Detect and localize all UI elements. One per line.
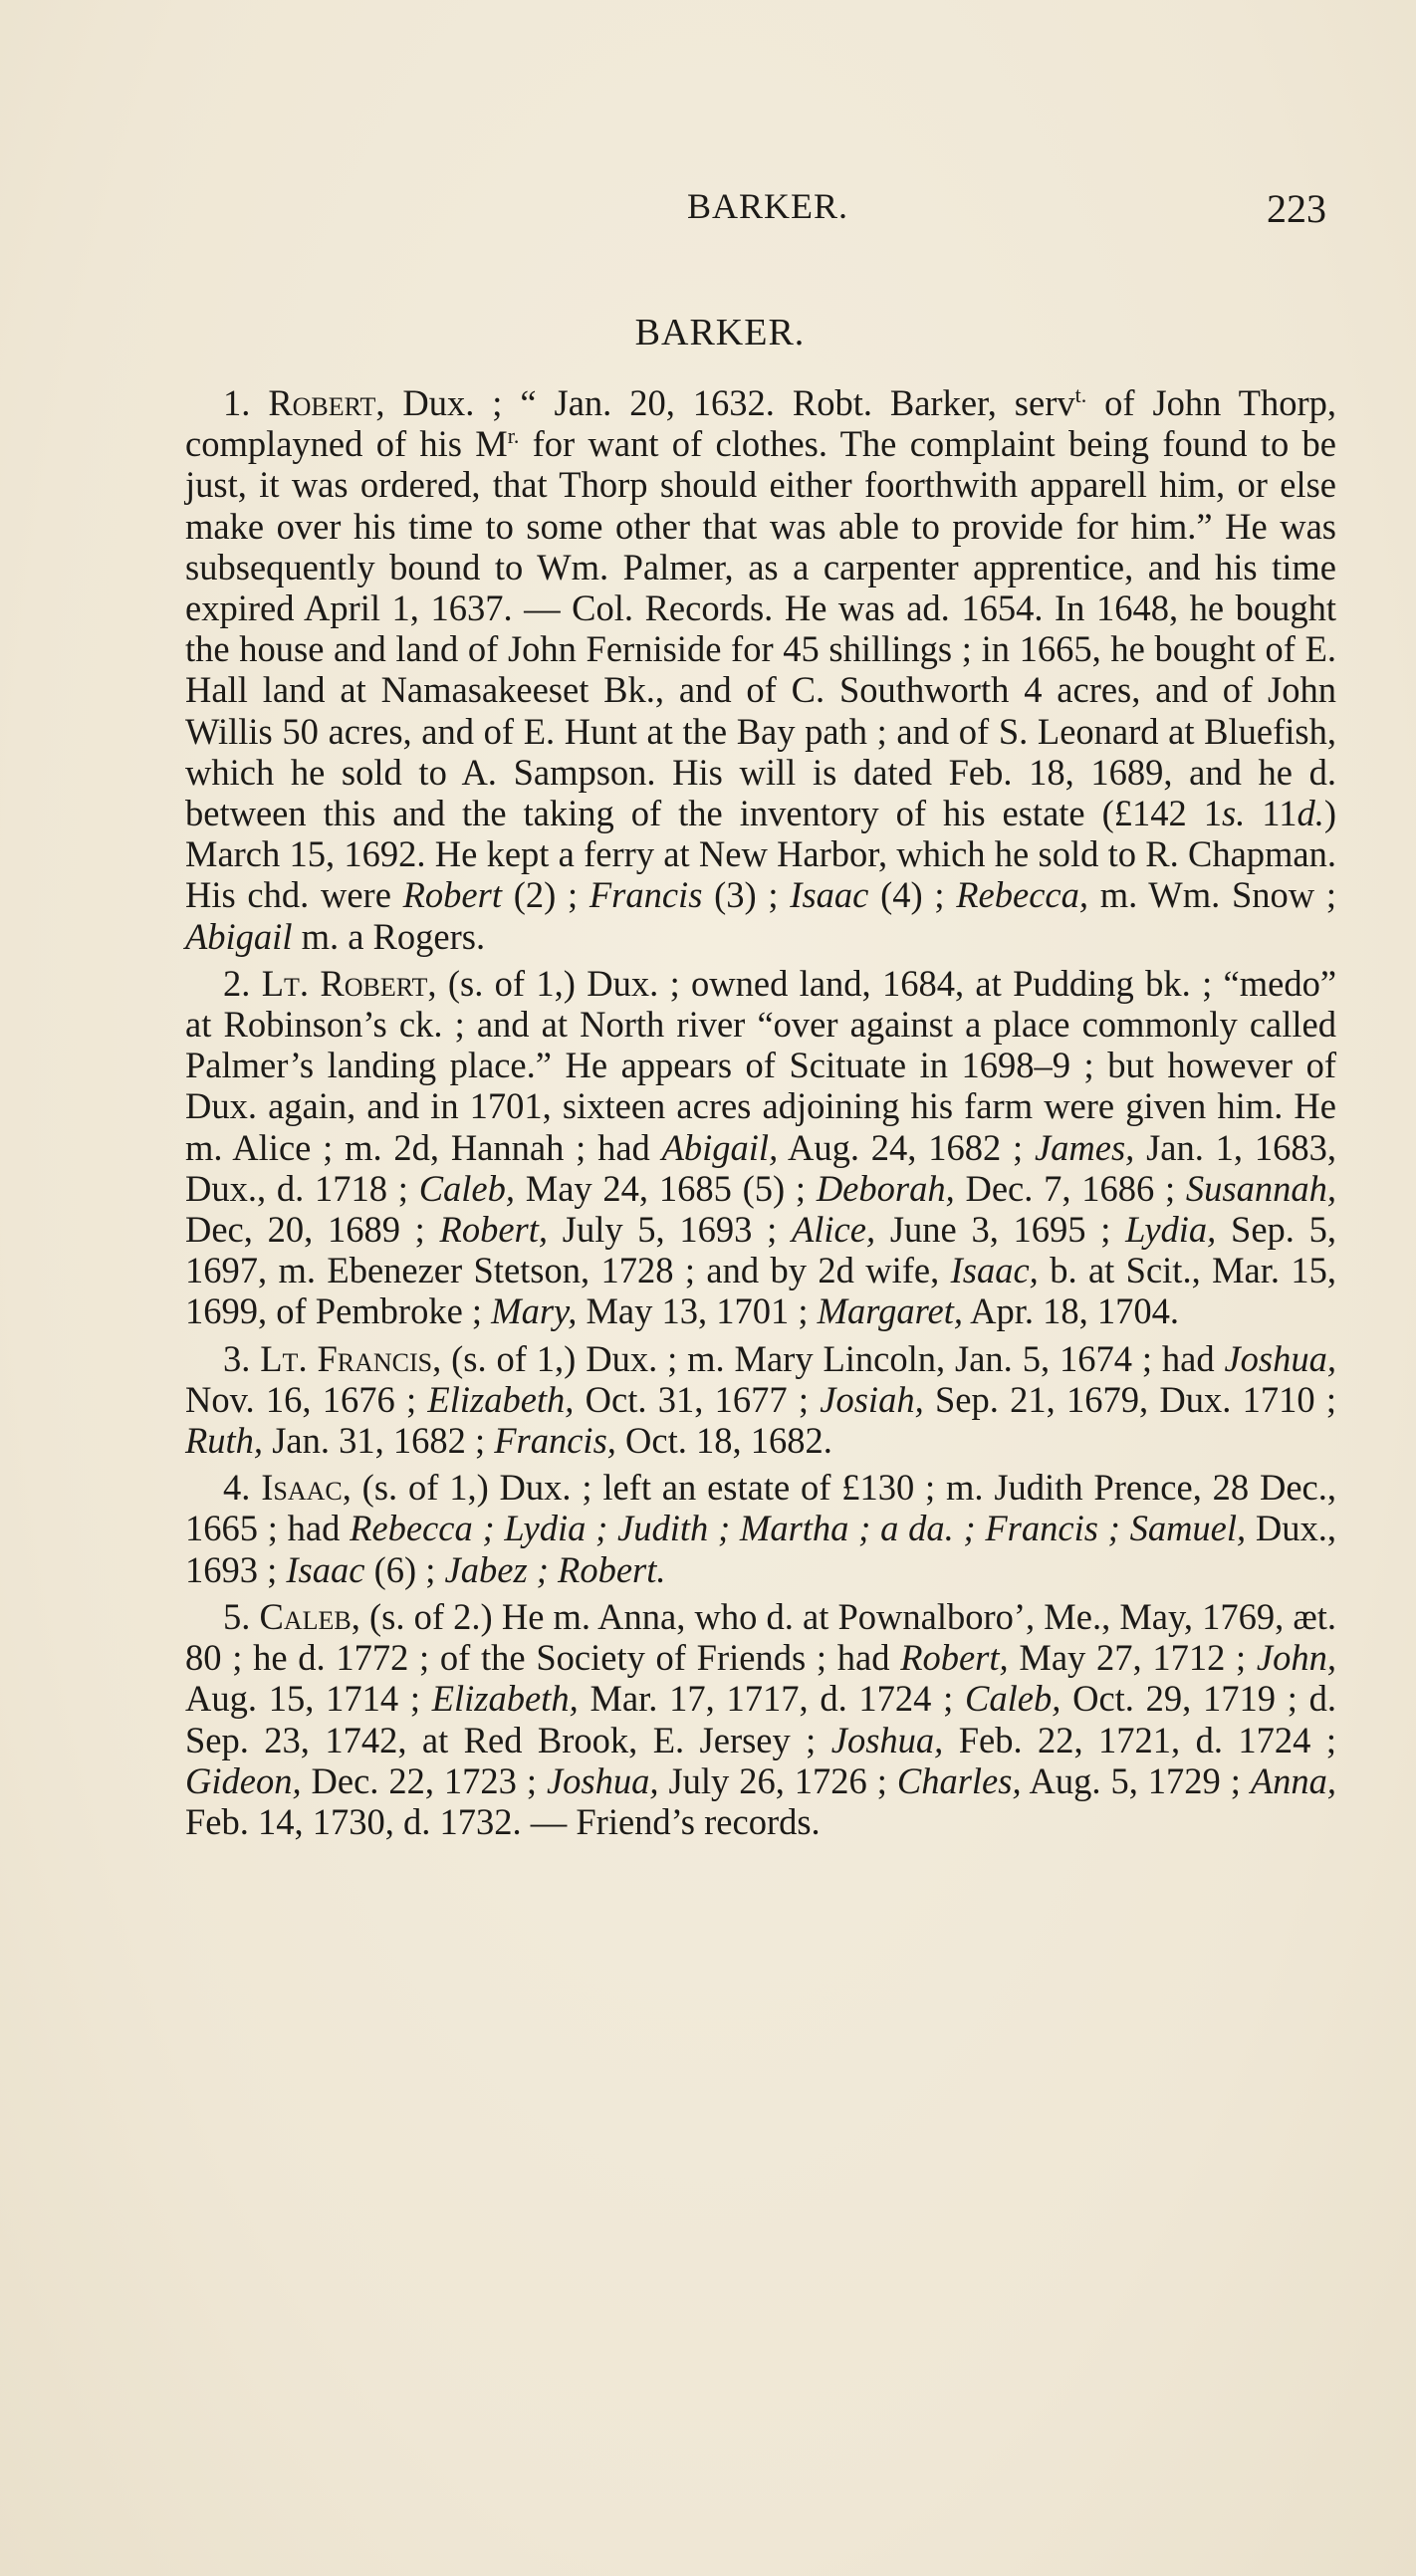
child-name: Elizabeth,	[427, 1378, 575, 1420]
person-name: Caleb	[259, 1595, 352, 1637]
child-name: Francis	[589, 874, 703, 916]
entry-text: July 5, 1693 ;	[548, 1209, 792, 1251]
entry-text: , (s. of 2.) He m. Anna, who d. at Pownalboro’, Me., May, 1769, æt. 80 ; he d. 1772 ; of the Society of Friends ; had	[185, 1595, 1336, 1679]
entry-text: (3) ;	[702, 874, 791, 916]
child-name: Gideon,	[185, 1759, 302, 1801]
entry-number: 2.	[223, 962, 251, 1004]
child-name: Susannah,	[1185, 1167, 1337, 1209]
entry-text: Apr. 18, 1704.	[962, 1290, 1179, 1332]
entry-text: May 24, 1685 (5) ;	[515, 1167, 817, 1209]
entry-text: Dec. 7, 1686 ;	[954, 1167, 1186, 1209]
entry-text: Sep. 21, 1679, Dux. 1710 ;	[923, 1378, 1336, 1420]
entry-number: 1.	[223, 382, 251, 423]
entry-text: Jan. 1, 1683, Dux., d. 1718 ;	[185, 1126, 1336, 1209]
currency-unit: s.	[1221, 793, 1246, 834]
child-name: Margaret,	[817, 1290, 963, 1332]
entry-text: May 13, 1701 ;	[577, 1290, 818, 1332]
currency-unit: d.	[1297, 793, 1324, 834]
child-name: Abigail	[185, 915, 293, 957]
entry-text: , (s. of 1,) Dux. ; left an estate of £130 ; m. Judith Prence, 28 Dec., 1665 ; had	[185, 1467, 1336, 1549]
child-name: Caleb,	[418, 1167, 515, 1209]
superscript: t.	[1074, 381, 1087, 407]
child-name: Isaac,	[950, 1250, 1039, 1291]
child-name: Isaac	[790, 874, 869, 916]
person-title: Lt.	[260, 1337, 308, 1379]
entry-text: Feb. 14, 1730, d. 1732. — Friend’s records.	[185, 1800, 821, 1842]
running-header-title: BARKER.	[687, 186, 849, 226]
genealogy-text	[185, 382, 1336, 1848]
entry-4	[185, 1467, 1336, 1590]
entry-text: July 26, 1726 ;	[658, 1759, 897, 1801]
child-name: Lydia,	[1125, 1209, 1217, 1251]
child-name: Josiah,	[820, 1378, 924, 1420]
section-title: BARKER.	[634, 312, 806, 353]
child-name: Jabez ; Robert.	[444, 1548, 666, 1590]
entry-text: Oct. 31, 1677 ;	[574, 1378, 821, 1420]
entry-text: 11	[1245, 793, 1298, 834]
entry-text: Dec, 20, 1689 ;	[185, 1209, 440, 1251]
entry-text: Aug. 24, 1682 ;	[778, 1126, 1035, 1168]
entry-2	[185, 963, 1336, 1332]
entry-text: (2) ;	[501, 874, 590, 916]
entry-text: , (s. of 1,) Dux. ; owned land, 1684, at Pudding bk. ; “medo” at Robinson’s ck. ; and at North river “over against a place commonly called Palmer’s landing place.” He appears of Scituate in 1698–9 ; but however of Dux. again, and in 1701, sixteen acres adjoining his farm were given him. He m. Alice ; m. 2d, Hannah ; had	[185, 962, 1337, 1168]
entry-text: Dux., 1693 ;	[185, 1508, 1336, 1590]
entry-text: Nov. 16, 1676 ;	[185, 1378, 428, 1420]
person-name: Robert	[320, 962, 428, 1004]
entry-text: b. at Scit., Mar. 15, 1699, of Pembroke ;	[185, 1250, 1337, 1332]
child-name: Joshua,	[830, 1719, 944, 1760]
entry-text: Feb. 22, 1721, d. 1724 ;	[943, 1719, 1336, 1760]
entry-text: Aug. 5, 1729 ;	[1021, 1759, 1251, 1801]
entry-text: for want of clothes. The complaint being found to be just, it was ordered, that Thorp should either foorthwith apparell him, or else make over his time to some other that was able to provide for him.” He was subsequently bound to Wm. Palmer, as a carpenter apprentice, and his time expired April 1, 1637. — Col. Records. He was ad. 1654. In 1648, he bought the house and land of John Ferniside for 45 shillings ; in 1665, he bought of E. Hall land at Namasakeeset Bk., and of C. Southworth 4 acres, and of John Willis 50 acres, and of E. Hunt at the Bay path ; and of S. Leonard at Bluefish, which he sold to A. Sampson. His will is dated Feb. 18, 1689, and he d. between this and the taking of the inventory of his estate (£142 1	[185, 423, 1336, 834]
child-name: Charles,	[896, 1759, 1022, 1801]
child-name: Ruth,	[185, 1420, 264, 1462]
entry-1	[185, 382, 1336, 957]
child-name: John,	[1256, 1637, 1336, 1679]
entry-text: (4) ;	[868, 874, 957, 916]
entry-text: (6) ;	[364, 1548, 445, 1590]
child-name: Joshua,	[1224, 1337, 1336, 1379]
child-name: James,	[1034, 1126, 1135, 1168]
entry-number: 4.	[223, 1467, 251, 1509]
child-name: Isaac	[286, 1548, 365, 1590]
child-name: Mary,	[491, 1290, 578, 1332]
entry-text: Dec. 22, 1723 ;	[301, 1759, 547, 1801]
entry-text: of John Thorp, complayned of his M	[185, 382, 1336, 465]
entry-text: Oct. 29, 1719 ; d. Sep. 23, 1742, at Red Brook, E. Jersey ;	[185, 1678, 1337, 1760]
child-name: Rebecca ; Lydia ; Judith ; Martha ; a da. ; Francis ; Samuel,	[350, 1508, 1247, 1549]
entry-text: , Dux. ; “ Jan. 20, 1632. Robt. Barker, serv	[375, 382, 1075, 423]
child-name: Robert,	[439, 1209, 549, 1251]
entry-text: , (s. of 1,) Dux. ; m. Mary Lincoln, Jan. 5, 1674 ; had	[432, 1337, 1225, 1379]
person-name: Robert	[268, 382, 376, 423]
person-name: Isaac	[261, 1467, 343, 1509]
child-name: Robert	[402, 874, 502, 916]
child-name: Anna,	[1250, 1759, 1336, 1801]
child-name: Rebecca,	[956, 874, 1088, 916]
entry-text: ) March 15, 1692. He kept a ferry at New Harbor, which he sold to R. Chapman. His chd. were	[185, 793, 1336, 916]
entry-text: m. a Rogers.	[292, 915, 486, 957]
entry-text: Oct. 18, 1682.	[615, 1420, 832, 1462]
entry-text: June 3, 1695 ;	[875, 1209, 1126, 1251]
entry-text: Aug. 15, 1714 ;	[185, 1678, 432, 1720]
superscript: r.	[507, 423, 520, 449]
child-name: Francis,	[494, 1420, 616, 1462]
child-name: Caleb,	[965, 1678, 1062, 1720]
page-number: 223	[1267, 186, 1326, 231]
entry-text: Sep. 5, 1697, m. Ebenezer Stetson, 1728 ; and by 2d wife,	[185, 1209, 1337, 1291]
entry-text: Mar. 17, 1717, d. 1724 ;	[578, 1678, 966, 1720]
child-name: Joshua,	[546, 1759, 659, 1801]
entry-text: May 27, 1712 ;	[1008, 1637, 1257, 1679]
entry-number: 3.	[223, 1337, 251, 1379]
child-name: Deborah,	[816, 1167, 955, 1209]
entry-3	[185, 1338, 1336, 1462]
entry-text: m. Wm. Snow ;	[1087, 874, 1337, 916]
entry-text: Jan. 31, 1682 ;	[263, 1420, 495, 1462]
child-name: Alice,	[791, 1209, 876, 1251]
entry-5	[185, 1596, 1336, 1842]
person-title: Lt.	[261, 962, 310, 1004]
child-name: Abigail,	[661, 1126, 779, 1168]
child-name: Robert,	[900, 1637, 1009, 1679]
child-name: Elizabeth,	[431, 1678, 579, 1720]
entry-number: 5.	[223, 1595, 251, 1637]
person-name: Francis	[317, 1337, 433, 1379]
